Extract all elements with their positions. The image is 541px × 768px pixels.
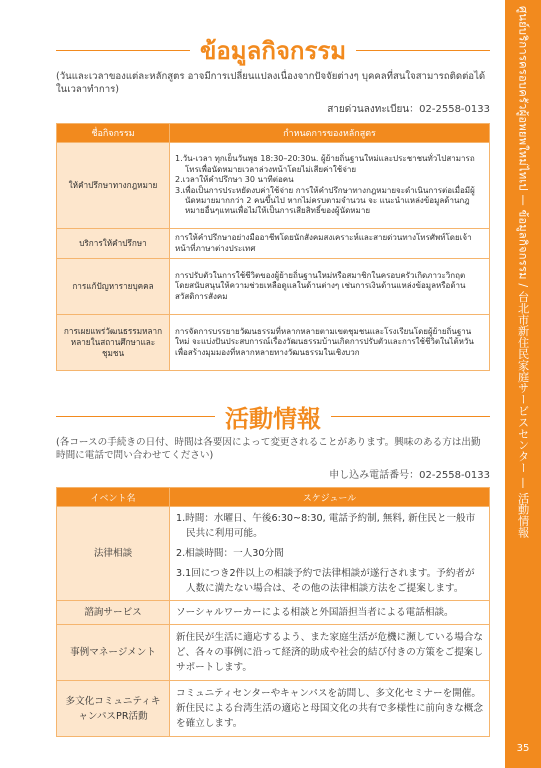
japanese-section <box>56 398 490 737</box>
detail-line: การให้คำปรึกษาอย่างมืออาชีพโดยนักสังคมสงเคราะห์และสายด่วนทางโทรศัพท์โดยเจ้าหน้าที่ภาษาต่างประเทศ <box>175 233 472 253</box>
title-rule-right <box>331 416 490 417</box>
table-row <box>57 601 490 625</box>
side-tab <box>505 0 541 768</box>
activity-detail <box>170 507 490 601</box>
table-row <box>57 625 490 681</box>
thai-note: (วันและเวลาของแต่ละหลักสูตร อาจมีการเปลี่ยนแปลงเนื่องจากปัจจัยต่างๆ บุคคลที่สนใจสามารถติดต่อได้ในเวลาทำการ) <box>56 71 486 95</box>
activity-name: การแก้ปัญหารายบุคคล <box>57 259 170 315</box>
detail-line: コミュニティセンターやキャンパスを訪問し、多文化セミナーを開催。新住民による台湾生活の適応と母国文化の共有で多様性に前向きな概念を確立します。 <box>176 688 483 729</box>
detail-line: 新住民が生活に適応するよう、また家庭生活が危機に瀕している場合など、各々の事例に沿って経済的助成や社会的結び付きの方策をご提案しサポートします。 <box>176 632 483 673</box>
japanese-header-name: イベント名 <box>57 488 170 507</box>
activity-name: บริการให้คำปรึกษา <box>57 229 170 259</box>
activity-detail <box>170 601 490 625</box>
page-number: 35 <box>516 743 530 754</box>
activity-detail <box>170 229 490 259</box>
japanese-section-title: 活動情報 <box>225 404 321 433</box>
table-row <box>57 229 490 259</box>
japanese-header-schedule: スケジュール <box>170 488 490 507</box>
title-rule-right <box>356 50 490 51</box>
detail-line: 2.เวลาให้คำปรึกษา 30 นาทีต่อคน <box>175 175 294 185</box>
title-rule-left <box>56 50 190 51</box>
side-tab-label: ศูนย์บริการครอบครัวผู้อพยพใหม่ไทเป — ข้อมูลกิจกรรม / 台北市新住民家庭サービスセンター — 活動情報 <box>516 6 530 539</box>
thai-activity-table <box>56 123 490 371</box>
detail-line: 3.เพื่อเป็นการประหยัดงบค่าใช้จ่าย การให้คำปรึกษาทางกฎหมายจะดำเนินการต่อเมื่อมีผู้นัดหมายมากกว่า 2 คนขึ้นไป หากไม่ครบตามจำนวน จะ แนะนำแหล่งข้อมูลด้านกฎหมายอื่นๆแทนเพื่อไม่ให้เป็นการเสียสิทธิ์ของผู้นัดหมาย <box>175 185 475 216</box>
activity-detail <box>170 625 490 681</box>
detail-line: 2.相談時間：一人30分間 <box>176 548 284 559</box>
activity-name: 事例マネージメント <box>57 625 170 681</box>
japanese-title-row <box>56 398 490 434</box>
detail-line: ソーシャルワーカーによる相談と外国語担当者による電話相談。 <box>176 607 454 618</box>
activity-detail <box>170 681 490 737</box>
thai-title-row <box>56 32 490 68</box>
thai-section <box>56 32 490 371</box>
detail-line: 3.1回につき2件以上の相談予約で法律相談が遂行されます。予約者が人数に満たない場合は、その他の法律相談方法をご提案します。 <box>176 568 475 594</box>
detail-line: โดยสนับสนุนให้ความช่วยเหลือดูแลในด้านต่างๆ เช่นการเงินด้านแหล่งข้อมูลหรือด้านสวัสดิการสังคม <box>175 281 466 301</box>
table-row <box>57 681 490 737</box>
activity-name: ให้คำปรึกษาทางกฎหมาย <box>57 143 170 229</box>
japanese-note: (各コースの手続きの日付、時間は各要因によって変更されることがあります。興味のある方は出勤時間に電話で問い合わせてください) <box>56 437 481 461</box>
title-rule-left <box>56 416 215 417</box>
detail-line: 1.時間：水曜日、午後6:30~8:30, 電話予約制, 無料, 新住民と一般市民共に利用可能。 <box>176 513 476 539</box>
activity-name: การเผยแพร่วัฒนธรรมหลากหลายในสถานศึกษาและชุมชน <box>57 315 170 371</box>
thai-header-name: ชื่อกิจกรรม <box>57 124 170 143</box>
activity-detail <box>170 315 490 371</box>
table-row <box>57 315 490 371</box>
table-row <box>57 143 490 229</box>
table-row <box>57 507 490 601</box>
detail-line: การจัดการบรรยายวัฒนธรรมที่หลากหลายตามเขตชุมชนและโรงเรียนโดยผู้ย้ายถิ่นฐานใหม่ จะแบ่งปันประสบการณ์เรื่องวัฒนธรรมบ้านเกิดการปรับตัวและการใช้ชีวิตในไต้หวันเพื่อสร้างมุมมองที่หลากหลายทางวัฒนธรรมในเชิงบวก <box>175 326 474 357</box>
activity-detail <box>170 259 490 315</box>
activity-name: 多文化コミュニティキャンパスPR活動 <box>57 681 170 737</box>
japanese-contact: 申し込み電話番号：02-2558-0133 <box>329 470 490 481</box>
thai-header-schedule: กำหนดการของหลักสูตร <box>170 124 490 143</box>
detail-line: การปรับตัวในการใช้ชีวิตของผู้ย้ายถิ่นฐานใหม่หรือสมาชิกในครอบครัวเกิดภาวะวิกฤต <box>175 270 466 280</box>
activity-detail <box>170 143 490 229</box>
japanese-activity-table <box>56 487 490 737</box>
activity-name: 諮詢サービス <box>57 601 170 625</box>
detail-line: 1.วัน-เวลา ทุกเย็นวันพุธ 18:30–20:30น. ผู้ย้ายถิ่นฐานใหม่และประชาชนทั่วไปสามารถโทรเพื่อนัดหมายเวลาล่วงหน้าโดยไม่เสียค่าใช้จ่าย <box>175 154 475 174</box>
thai-contact: สายด่วนลงทะเบียน：02-2558-0133 <box>327 104 490 115</box>
activity-name: 法律相談 <box>57 507 170 601</box>
thai-section-title: ข้อมูลกิจกรรม <box>199 36 347 65</box>
table-row <box>57 259 490 315</box>
